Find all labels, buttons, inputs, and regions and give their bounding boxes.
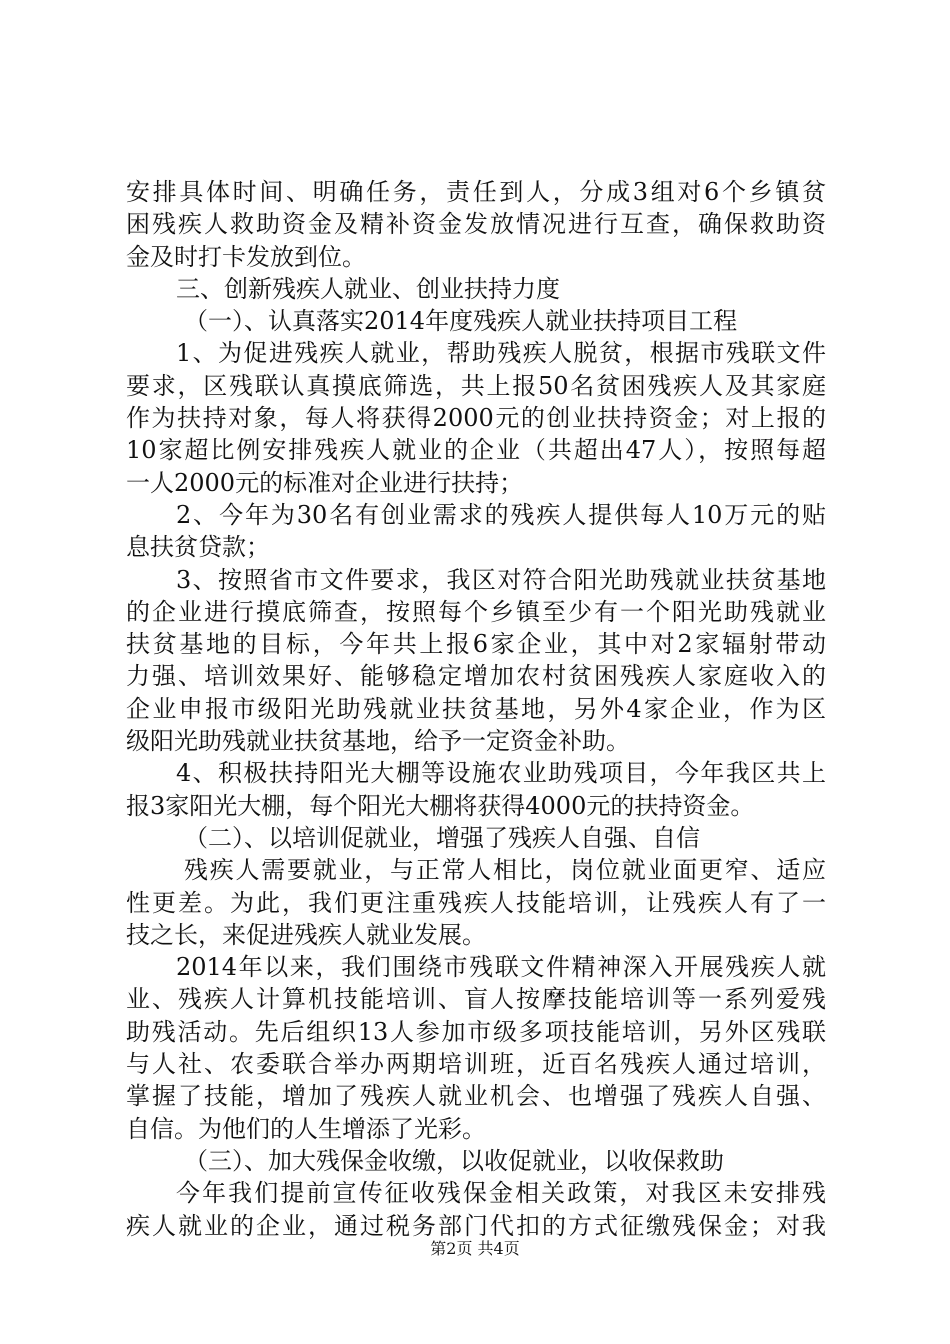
text-line: 级阳光助残就业扶贫基地，给予一定资金补助。 — [126, 727, 630, 756]
text-line: 企业申报市级阳光助残就业扶贫基地，另外4家企业，作为区 — [126, 694, 826, 723]
body-text — [126, 176, 826, 1242]
text-line: 的企业进行摸底筛查，按照每个乡镇至少有一个阳光助残就业 — [126, 597, 826, 626]
text-line: 技之长，来促进残疾人就业发展。 — [126, 920, 486, 949]
text-line: 助残活动。先后组织13人参加市级多项技能培训，另外区残联 — [126, 1017, 826, 1046]
text-line: 三、创新残疾人就业、创业扶持力度 — [176, 274, 560, 303]
text-line: 10家超比例安排残疾人就业的企业（共超出47人），按照每超 — [126, 436, 826, 465]
text-line: 残疾人需要就业，与正常人相比，岗位就业面更窄、适应 — [184, 856, 826, 885]
text-line: （一）、认真落实2014年度残疾人就业扶持项目工程 — [184, 307, 738, 336]
text-line: 3、按照省市文件要求，我区对符合阳光助残就业扶贫基地 — [176, 565, 826, 594]
text-line: 力强、培训效果好、能够稳定增加农村贫困残疾人家庭收入的 — [126, 662, 826, 691]
text-line: 业、残疾人计算机技能培训、盲人按摩技能培训等一系列爱残 — [126, 985, 826, 1014]
text-line: 掌握了技能，增加了残疾人就业机会、也增强了残疾人自强、 — [126, 1082, 826, 1111]
text-line: （二）、以培训促就业，增强了残疾人自强、自信 — [184, 823, 700, 852]
text-line: 金及时打卡发放到位。 — [126, 242, 366, 271]
text-line: 1、为促进残疾人就业，帮助残疾人脱贫，根据市残联文件 — [176, 339, 826, 368]
text-line: 报3家阳光大棚，每个阳光大棚将获得4000元的扶持资金。 — [126, 791, 755, 820]
text-line: （三）、加大残保金收缴，以收促就业，以收保救助 — [184, 1146, 724, 1175]
text-line: 自信。为他们的人生增添了光彩。 — [126, 1114, 486, 1143]
text-line: 2014年以来，我们围绕市残联文件精神深入开展残疾人就 — [176, 953, 826, 982]
text-line: 作为扶持对象，每人将获得2000元的创业扶持资金；对上报的 — [126, 404, 826, 433]
text-line: 要求，区残联认真摸底筛选，共上报50名贫困残疾人及其家庭 — [126, 371, 826, 400]
text-line: 与人社、农委联合举办两期培训班，近百名残疾人通过培训， — [126, 1050, 826, 1079]
text-line: 今年我们提前宣传征收残保金相关政策，对我区未安排残 — [176, 1179, 826, 1208]
page-footer: 第2页 共4页 — [430, 1239, 520, 1258]
text-line: 扶贫基地的目标，今年共上报6家企业，其中对2家辐射带动 — [126, 630, 826, 659]
text-line: 4、积极扶持阳光大棚等设施农业助残项目，今年我区共上 — [176, 759, 826, 788]
text-line: 困残疾人救助资金及精补资金发放情况进行互查，确保救助资 — [126, 210, 826, 239]
text-line: 息扶贫贷款； — [126, 533, 270, 562]
text-line: 疾人就业的企业，通过税务部门代扣的方式征缴残保金；对我 — [126, 1211, 826, 1240]
text-line: 性更差。为此，我们更注重残疾人技能培训，让残疾人有了一 — [126, 888, 826, 917]
text-line: 2、今年为30名有创业需求的残疾人提供每人10万元的贴 — [176, 500, 826, 529]
text-line: 安排具体时间、明确任务，责任到人，分成3组对6个乡镇贫 — [126, 178, 826, 206]
text-line: 一人2000元的标准对企业进行扶持； — [126, 468, 524, 497]
